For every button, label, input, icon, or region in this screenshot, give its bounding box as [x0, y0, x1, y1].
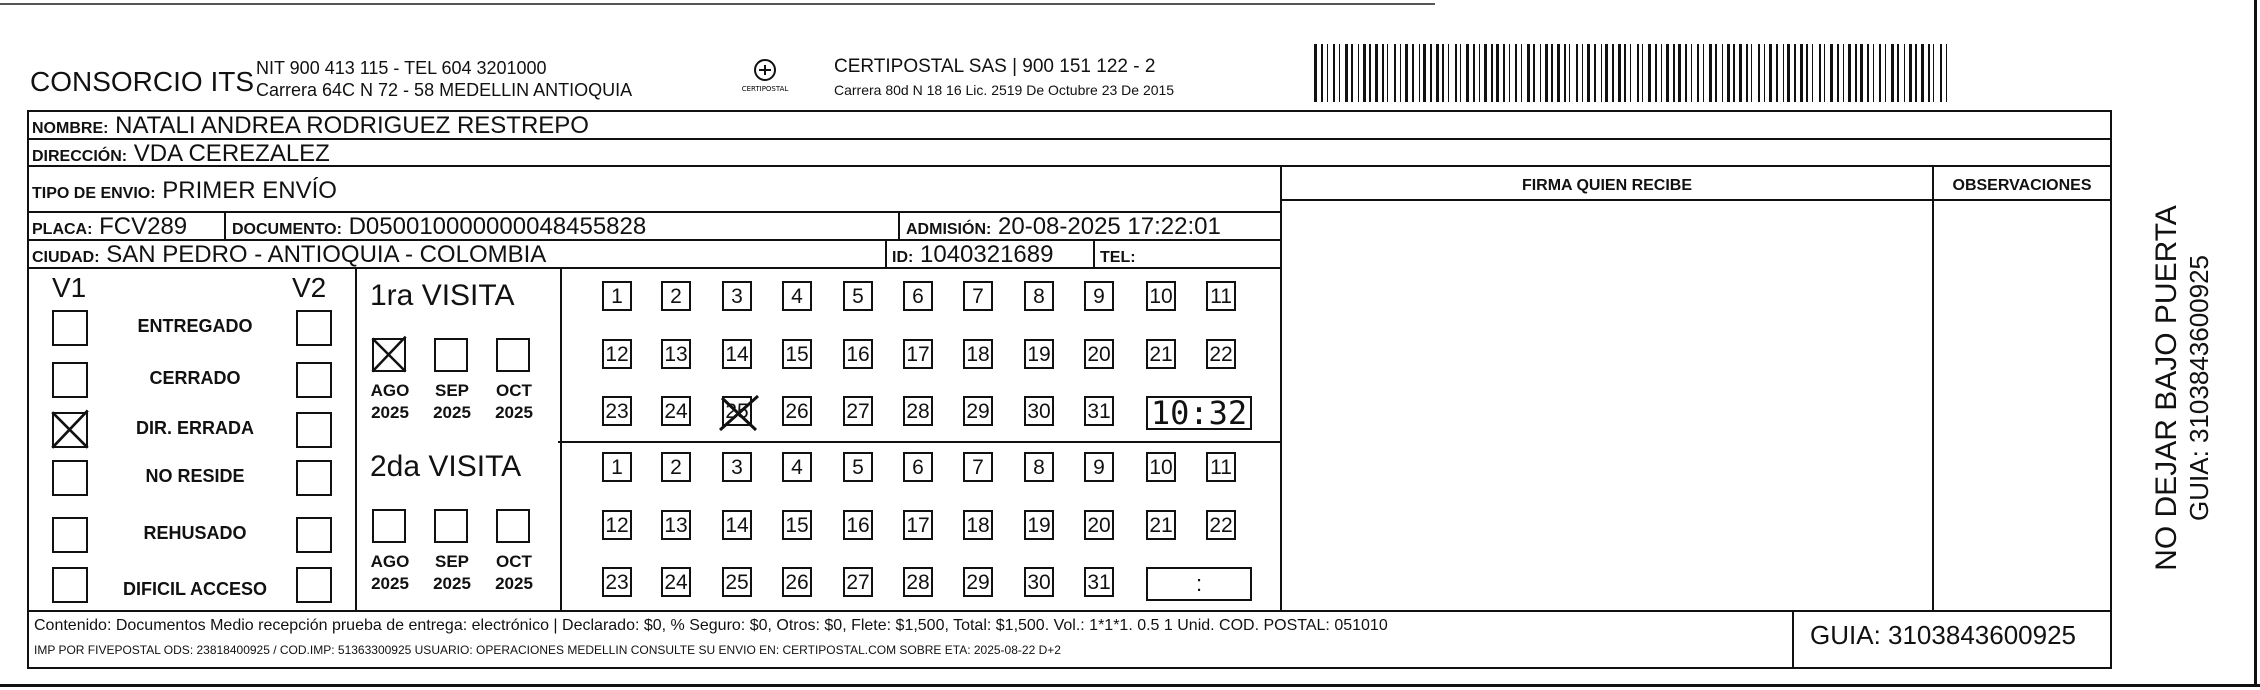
visit-day-box[interactable]: 5	[843, 281, 873, 311]
rule	[1093, 239, 1095, 269]
barcode-bar	[1605, 44, 1608, 102]
barcode-bar	[1642, 44, 1643, 102]
barcode-bar	[1473, 44, 1475, 102]
barcode-bar	[1751, 44, 1752, 102]
rule	[27, 667, 2112, 669]
visit-year-label: 2025	[495, 403, 533, 422]
certipostal-logo	[730, 58, 800, 98]
barcode-bar	[1594, 44, 1596, 102]
tel-label: TEL:	[1100, 249, 1136, 266]
visit-day-box[interactable]: 11	[1206, 281, 1236, 311]
barcode-bar	[1879, 44, 1881, 102]
visit-day-box[interactable]: 12	[602, 339, 632, 369]
v1-checkbox[interactable]	[52, 362, 88, 398]
visit-day-box[interactable]: 29	[963, 396, 993, 426]
barcode-bar	[1787, 44, 1790, 102]
barcode-bar	[1843, 44, 1844, 102]
barcode-bar	[1824, 44, 1825, 102]
barcode-bar	[1587, 44, 1590, 102]
visit-day-box[interactable]: 17	[903, 510, 933, 540]
rule	[355, 267, 357, 612]
visit-day-box[interactable]: 28	[903, 567, 933, 597]
visit-day-box[interactable]: 1	[602, 452, 632, 482]
document-value: D050010000000048455828	[348, 213, 647, 240]
barcode-bar	[1551, 44, 1553, 102]
barcode-bar	[1661, 44, 1662, 102]
barcode-bar	[1928, 44, 1930, 102]
visit-day-box[interactable]: 14	[722, 510, 752, 540]
barcode-bar	[1715, 44, 1717, 102]
barcode-bar	[1921, 44, 1924, 102]
barcode-bar	[1867, 44, 1869, 102]
visit-day-box[interactable]: 7	[963, 281, 993, 311]
visit-month-label: AGO	[370, 552, 410, 571]
bottom-edge-line	[0, 684, 2260, 687]
visit-month-checkbox[interactable]	[372, 338, 406, 372]
barcode-bar	[1339, 44, 1340, 102]
barcode-bar	[1637, 44, 1639, 102]
barcode-bar	[1382, 44, 1384, 102]
barcode-bar	[1630, 44, 1631, 102]
visit-year-label: 2025	[433, 574, 471, 593]
visit-month	[362, 380, 418, 424]
v1-label: V1	[52, 272, 87, 303]
barcode-bar	[1812, 44, 1813, 102]
visit-month-checkbox[interactable]	[434, 338, 468, 372]
visit-day-box[interactable]: 29	[963, 567, 993, 597]
visit-day-box[interactable]: 18	[963, 510, 993, 540]
city-row	[32, 241, 546, 269]
visit-day-box[interactable]: 13	[661, 339, 691, 369]
barcode-bar	[1678, 44, 1681, 102]
visit-day-box[interactable]: 30	[1024, 567, 1054, 597]
id-row	[892, 241, 1053, 269]
visit-day-box[interactable]: 31	[1084, 396, 1114, 426]
footer-content: Contenido: Documentos Medio recepción prueba de entrega: electrónico | Declarado: $0, % Seguro: $0, Otros: $0, Flete: $1,500, Total: $1,500. Vol.: 1*1*1. 0.5 1 Unid. COD. POSTAL: 051010	[34, 617, 1388, 634]
visit2-title: 2da VISITA	[370, 450, 522, 483]
barcode-bar	[1624, 44, 1626, 102]
barcode-bar	[1783, 44, 1784, 102]
company-name: CONSORCIO ITS	[30, 66, 255, 97]
barcode-bar	[1387, 44, 1388, 102]
visit-month	[424, 551, 480, 595]
barcode-bar	[1837, 44, 1839, 102]
barcode-bar	[1800, 44, 1803, 102]
barcode-bar	[1909, 44, 1912, 102]
visit-month-checkbox[interactable]	[496, 509, 530, 543]
visit-day-box[interactable]: 9	[1084, 452, 1114, 482]
visit-month-checkbox[interactable]	[434, 509, 468, 543]
barcode-bar	[1419, 44, 1420, 102]
visit-day-box[interactable]: 8	[1024, 452, 1054, 482]
barcode-bar	[1848, 44, 1851, 102]
visit-month-label: AGO	[370, 381, 410, 400]
barcode-bar	[1915, 44, 1917, 102]
rule	[27, 110, 29, 669]
visit-day-box[interactable]: 14	[722, 339, 752, 369]
visit-year-label: 2025	[433, 403, 471, 422]
barcode-bar	[1545, 44, 1548, 102]
visit-time-box[interactable]: 10:32	[1146, 396, 1252, 430]
visit-day-box[interactable]: 9	[1084, 281, 1114, 311]
visit-day-box[interactable]: 17	[903, 339, 933, 369]
type-row	[32, 177, 337, 205]
barcode-bar	[1503, 44, 1505, 102]
barcode-bar	[1527, 44, 1530, 102]
visit-day-box[interactable]: 15	[782, 510, 812, 540]
admission-label: ADMISIÓN:	[906, 221, 992, 238]
visit-day-box[interactable]: 2	[661, 452, 691, 482]
partner-address: Carrera 80d N 18 16 Lic. 2519 De Octubre 23 De 2015	[834, 82, 1175, 98]
visit-day-box[interactable]: 13	[661, 510, 691, 540]
v2-checkbox[interactable]	[296, 460, 332, 496]
barcode-bar	[1412, 44, 1414, 102]
visit-day-box[interactable]: 16	[843, 510, 873, 540]
v2-checkbox[interactable]	[296, 362, 332, 398]
barcode-bar	[1564, 44, 1566, 102]
visit-day-box[interactable]: 24	[661, 567, 691, 597]
visit-day-box[interactable]: 15	[782, 339, 812, 369]
city-value: SAN PEDRO - ANTIOQUIA - COLOMBIA	[106, 241, 547, 268]
barcode-bar	[1533, 44, 1535, 102]
barcode-bar	[1697, 44, 1699, 102]
visit-day-box[interactable]: 27	[843, 567, 873, 597]
visit-day-box[interactable]: 25	[722, 396, 752, 426]
visit-day-box[interactable]: 21	[1146, 339, 1176, 369]
barcode-bar	[1333, 44, 1335, 102]
rule	[885, 239, 887, 269]
visit-year-label: 2025	[371, 574, 409, 593]
visit-day-box[interactable]: 2	[661, 281, 691, 311]
barcode-bar	[1484, 44, 1487, 102]
visit-day-box[interactable]: 30	[1024, 396, 1054, 426]
barcode-bar	[1618, 44, 1621, 102]
barcode-bar	[1582, 44, 1583, 102]
right-edge-line	[2254, 0, 2257, 687]
barcode-bar	[1521, 44, 1522, 102]
barcode-bar	[1655, 44, 1657, 102]
visit-month	[362, 551, 418, 595]
rule	[224, 211, 226, 241]
status-label: DIFICIL ACCESO	[122, 579, 267, 599]
barcode-bar	[1648, 44, 1651, 102]
barcode-bar	[1666, 44, 1669, 102]
visit-day-box[interactable]: 19	[1024, 339, 1054, 369]
barcode-bar	[1394, 44, 1396, 102]
v2-label: V2	[292, 272, 327, 303]
observations-label: OBSERVACIONES	[1952, 177, 2092, 194]
rule	[1792, 610, 1794, 669]
barcode-bar	[1746, 44, 1748, 102]
type-label: TIPO DE ENVIO:	[32, 185, 156, 202]
svg-text:CERTIPOSTAL: CERTIPOSTAL	[741, 85, 789, 93]
footer-guia: GUIA: 3103843600925	[1810, 620, 2076, 650]
rule	[558, 441, 1282, 443]
v1-checkbox[interactable]	[52, 412, 88, 448]
v1-checkbox[interactable]	[52, 460, 88, 496]
visit-day-box[interactable]: 16	[843, 339, 873, 369]
visit-month-label: SEP	[434, 381, 470, 400]
visit-day-box[interactable]: 7	[963, 452, 993, 482]
visit-day-box[interactable]: 27	[843, 396, 873, 426]
visit-day-box[interactable]: 23	[602, 567, 632, 597]
visit-month-checkbox[interactable]	[496, 338, 530, 372]
visit-day-box[interactable]: 19	[1024, 510, 1054, 540]
visit-month-checkbox[interactable]	[372, 509, 406, 543]
v2-checkbox[interactable]	[296, 412, 332, 448]
visit-day-box[interactable]: 12	[602, 510, 632, 540]
visit1-title: 1ra VISITA	[370, 279, 515, 312]
plate-row	[32, 213, 187, 241]
barcode-bar	[1557, 44, 1560, 102]
visit-day-box[interactable]: 5	[843, 452, 873, 482]
rule	[27, 610, 2112, 612]
v2-checkbox[interactable]	[296, 517, 332, 553]
signature-label: FIRMA QUIEN RECIBE	[1521, 177, 1693, 194]
v1-checkbox[interactable]	[52, 517, 88, 553]
admission-value: 20-08-2025 17:22:01	[998, 213, 1221, 240]
company-address: Carrera 64C N 72 - 58 MEDELLIN ANTIOQUIA	[256, 80, 633, 100]
barcode-bar	[1855, 44, 1857, 102]
day-cross-mark	[716, 392, 762, 434]
barcode-bar	[1885, 44, 1886, 102]
barcode-bar	[1436, 44, 1439, 102]
barcode-bar	[1405, 44, 1408, 102]
barcode-bar	[1897, 44, 1899, 102]
type-value: PRIMER ENVÍO	[162, 177, 337, 204]
barcode-bar	[1946, 44, 1947, 102]
document-label: DOCUMENTO:	[232, 221, 342, 238]
barcode-bar	[1351, 44, 1353, 102]
name-label: NOMBRE:	[32, 120, 109, 137]
barcode-bar	[1369, 44, 1371, 102]
barcode-bar	[1769, 44, 1772, 102]
rule	[27, 165, 2112, 167]
barcode-bar	[1940, 44, 1942, 102]
barcode-bar	[1496, 44, 1499, 102]
barcode-bar	[1673, 44, 1675, 102]
barcode-bar	[1758, 44, 1760, 102]
barcode-bar	[1933, 44, 1934, 102]
visit-day-box[interactable]: 8	[1024, 281, 1054, 311]
top-edge-line	[0, 3, 1435, 5]
plate-label: PLACA:	[32, 221, 93, 238]
status-label: ENTREGADO	[137, 316, 253, 336]
barcode-bar	[1460, 44, 1461, 102]
visit-month	[486, 380, 542, 424]
name-value: NATALI ANDREA RODRIGUEZ RESTREPO	[115, 112, 589, 139]
visit-month	[486, 551, 542, 595]
visit-day-box[interactable]: 10	[1146, 452, 1176, 482]
barcode-bar	[1430, 44, 1432, 102]
visit-day-box[interactable]: 28	[903, 396, 933, 426]
id-label: ID:	[892, 249, 914, 266]
barcode-bar	[1830, 44, 1833, 102]
visit-day-box[interactable]: 24	[661, 396, 691, 426]
visit-year-label: 2025	[371, 403, 409, 422]
rule	[1282, 199, 2112, 201]
company-nit: NIT 900 413 115 - TEL 604 3201000	[256, 58, 547, 78]
barcode-bar	[1455, 44, 1457, 102]
barcode-bar	[1448, 44, 1449, 102]
visit-day-box[interactable]: 6	[903, 452, 933, 482]
barcode-bar	[1703, 44, 1704, 102]
visit-time-box[interactable]: :	[1146, 567, 1252, 601]
rule	[1932, 165, 1934, 610]
visit-day-box[interactable]: 3	[722, 281, 752, 311]
footer-imp: IMP POR FIVEPOSTAL ODS: 23818400925 / COD.IMP: 51363300925 USUARIO: OPERACIONES MEDELLIN CONSULTE SU ENVIO EN: CERTIPOSTAL.COM SOBRE ETA: 2025-08-22 D+2	[34, 643, 1061, 657]
visit-day-box[interactable]: 6	[903, 281, 933, 311]
barcode-bar	[1400, 44, 1401, 102]
barcode-bar	[1860, 44, 1863, 102]
side-line1: NO DEJAR BAJO PUERTA	[2150, 205, 2183, 571]
barcode-bar	[1491, 44, 1493, 102]
status-label: DIR. ERRADA	[135, 418, 254, 438]
barcode-bar	[1515, 44, 1517, 102]
barcode-bar	[1764, 44, 1765, 102]
id-value: 1040321689	[920, 241, 1054, 268]
rule	[560, 267, 562, 612]
plate-value: FCV289	[99, 213, 188, 240]
barcode-bar	[1709, 44, 1712, 102]
visit-day-box[interactable]: 1	[602, 281, 632, 311]
address-row	[32, 140, 330, 168]
rule	[2110, 110, 2112, 669]
barcode-bar	[1691, 44, 1692, 102]
barcode-bar	[1569, 44, 1570, 102]
document-row	[232, 213, 646, 241]
status-label: NO RESIDE	[145, 466, 245, 486]
barcode-bar	[1904, 44, 1905, 102]
rule	[898, 211, 900, 241]
v2-checkbox[interactable]	[296, 567, 332, 603]
address-label: DIRECCIÓN:	[32, 148, 128, 165]
visit-year-label: 2025	[495, 574, 533, 593]
v1-checkbox[interactable]	[52, 310, 88, 346]
visit-day-box[interactable]: 20	[1084, 339, 1114, 369]
visit-day-box[interactable]: 23	[602, 396, 632, 426]
barcode-bar	[1601, 44, 1602, 102]
visit-day-box[interactable]: 4	[782, 452, 812, 482]
city-label: CIUDAD:	[32, 249, 100, 266]
barcode-bar	[1540, 44, 1541, 102]
barcode-bar	[1442, 44, 1444, 102]
barcode-bar	[1891, 44, 1894, 102]
barcode-bar	[1819, 44, 1821, 102]
visit-month-label: OCT	[496, 381, 532, 400]
barcode-bar	[1327, 44, 1328, 102]
visit-day-box[interactable]: 26	[782, 396, 812, 426]
barcode-bar	[1794, 44, 1796, 102]
barcode-bar	[1685, 44, 1687, 102]
visit-day-box[interactable]: 4	[782, 281, 812, 311]
visit-day-box[interactable]: 25	[722, 567, 752, 597]
barcode-bar	[1466, 44, 1469, 102]
name-row	[32, 112, 589, 140]
visit-day-box[interactable]: 31	[1084, 567, 1114, 597]
visit-day-box[interactable]: 3	[722, 452, 752, 482]
side-line2: GUIA: 3103843600925	[2184, 255, 2214, 521]
visit-day-box[interactable]: 10	[1146, 281, 1176, 311]
barcode-bar	[1576, 44, 1578, 102]
visit-day-box[interactable]: 26	[782, 567, 812, 597]
visit-month-label: SEP	[434, 552, 470, 571]
tel-row	[1100, 241, 1136, 269]
visit-day-box[interactable]: 18	[963, 339, 993, 369]
barcode-bar	[1314, 44, 1317, 102]
visit-day-box[interactable]: 22	[1206, 510, 1236, 540]
barcode-bar	[1375, 44, 1378, 102]
rule	[1280, 165, 1282, 610]
visit-month-label: OCT	[496, 552, 532, 571]
v2-checkbox[interactable]	[296, 310, 332, 346]
barcode-bar	[1739, 44, 1742, 102]
barcode-bar	[1358, 44, 1359, 102]
address-value: VDA CEREZALEZ	[133, 140, 330, 167]
status-label: CERRADO	[149, 368, 241, 388]
barcode-bar	[1612, 44, 1614, 102]
visit-day-box[interactable]: 20	[1084, 510, 1114, 540]
v1-checkbox[interactable]	[52, 567, 88, 603]
barcode-bar	[1345, 44, 1348, 102]
barcode-bar	[1509, 44, 1510, 102]
barcode-bar	[1423, 44, 1426, 102]
barcode-bar	[1363, 44, 1366, 102]
partner-name: CERTIPOSTAL SAS | 900 151 122 - 2	[834, 56, 1156, 77]
visit-day-box[interactable]: 21	[1146, 510, 1176, 540]
barcode-bar	[1733, 44, 1735, 102]
barcode-bar	[1722, 44, 1723, 102]
barcode-bar	[1806, 44, 1808, 102]
barcode-bar	[1479, 44, 1480, 102]
barcode-bar	[1873, 44, 1874, 102]
visit-day-box[interactable]: 11	[1206, 452, 1236, 482]
visit-day-box[interactable]: 22	[1206, 339, 1236, 369]
barcode-bar	[1776, 44, 1778, 102]
status-label: REHUSADO	[143, 523, 247, 543]
visit-month	[424, 380, 480, 424]
admission-row	[906, 213, 1221, 241]
barcode	[1314, 44, 1954, 104]
barcode-bar	[1321, 44, 1323, 102]
barcode-bar	[1727, 44, 1730, 102]
